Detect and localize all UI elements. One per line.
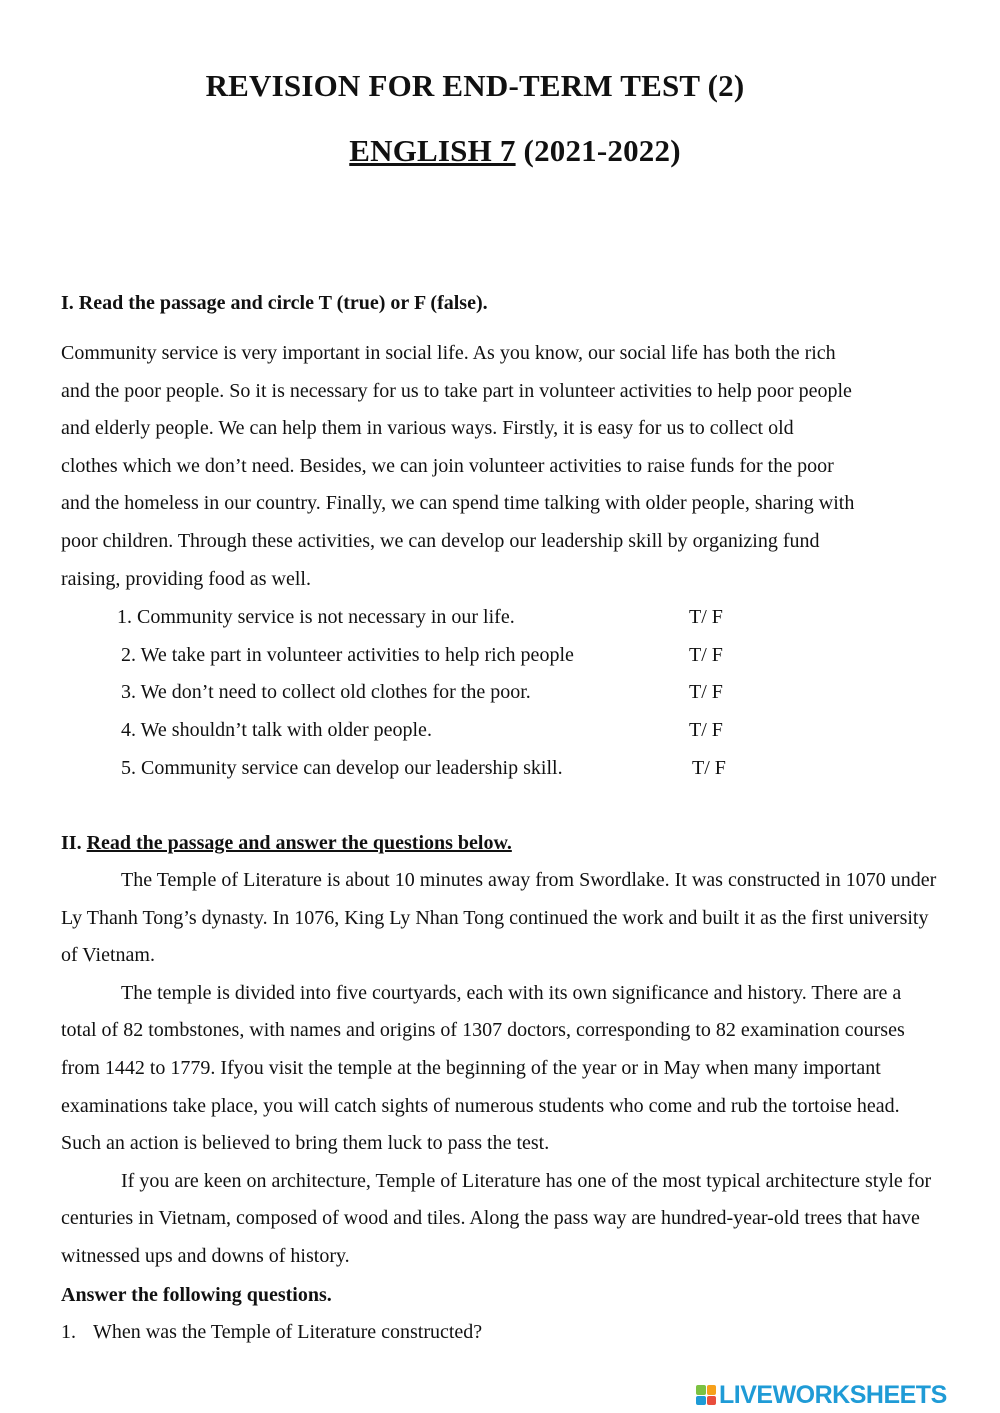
question-text: When was the Temple of Literature constructed? bbox=[93, 1321, 483, 1343]
document-title: REVISION FOR END-TERM TEST (2) bbox=[205, 68, 745, 103]
true-false-choice[interactable]: T/ F bbox=[689, 681, 723, 703]
statement-text: 2. We take part in volunteer activities to help rich people bbox=[121, 644, 574, 666]
passage-line: clothes which we don’t need. Besides, we can join volunteer activities to raise funds for the poor bbox=[61, 454, 834, 477]
true-false-choice[interactable]: T/ F bbox=[689, 606, 723, 628]
section2-instruction: Read the passage and answer the questions below. bbox=[86, 832, 512, 854]
true-false-choice[interactable]: T/ F bbox=[689, 644, 723, 666]
passage-line: and elderly people. We can help them in various ways. Firstly, it is easy for us to collect old bbox=[61, 417, 794, 440]
liveworksheets-logo-icon bbox=[696, 1385, 716, 1405]
true-false-choice[interactable]: T/ F bbox=[692, 757, 726, 779]
statement-text: 4. We shouldn’t talk with older people. bbox=[121, 719, 432, 741]
liveworksheets-watermark bbox=[696, 1380, 947, 1410]
passage-line: poor children. Through these activities, we can develop our leadership skill by organizing fund bbox=[61, 529, 820, 552]
question-number: 1. bbox=[61, 1321, 76, 1343]
section2-passage bbox=[61, 862, 941, 1276]
questions-heading: Answer the following questions. bbox=[61, 1284, 332, 1306]
section2-heading bbox=[61, 832, 512, 855]
passage-line: raising, providing food as well. bbox=[61, 567, 311, 590]
section1-heading: I. Read the passage and circle T (true) or F (false). bbox=[61, 292, 488, 314]
passage-paragraph: The temple is divided into five courtyards, each with its own significance and history. There are a total of 82 tombstones, with names and origins of 1307 doctors, corresponding to 82 examination courses from 1442 to 1779. Ifyou visit the temple at the beginning of the year or in May when many important examinations take place, you will catch sights of numerous students who come and rub the tortoise head. Such an action is believed to bring them luck to pass the test. bbox=[61, 981, 905, 1155]
document-subtitle bbox=[40, 133, 990, 169]
passage-line: Community service is very important in social life. As you know, our social life has both the rich bbox=[61, 342, 836, 364]
statement-text: 1. Community service is not necessary in our life. bbox=[117, 606, 515, 628]
section1-passage bbox=[61, 335, 941, 598]
passage-paragraph: If you are keen on architecture, Temple of Literature has one of the most typical architecture style for centuries in Vietnam, composed of wood and tiles. Along the pass way are hundred-year-old trees that have witnessed ups and downs of history. bbox=[61, 1169, 932, 1267]
section2-number: II. bbox=[61, 832, 87, 854]
passage-line: and the poor people. So it is necessary for us to take part in volunteer activities to help poor people bbox=[61, 379, 852, 402]
question-item bbox=[61, 1321, 482, 1344]
true-false-choice[interactable]: T/ F bbox=[689, 719, 723, 741]
statement-text: 3. We don’t need to collect old clothes for the poor. bbox=[121, 681, 531, 703]
subtitle-course: ENGLISH 7 bbox=[349, 133, 516, 168]
watermark-text: LIVEWORKSHEETS bbox=[719, 1380, 947, 1409]
subtitle-year: (2021-2022) bbox=[515, 133, 681, 168]
passage-line: and the homeless in our country. Finally, we can spend time talking with older people, sharing with bbox=[61, 492, 855, 515]
statement-text: 5. Community service can develop our leadership skill. bbox=[121, 757, 563, 779]
passage-paragraph: The Temple of Literature is about 10 minutes away from Swordlake. It was constructed in 1070 under Ly Thanh Tong’s dynasty. In 1076, King Ly Nhan Tong continued the work and built it as the first university of Vietnam. bbox=[61, 869, 937, 967]
